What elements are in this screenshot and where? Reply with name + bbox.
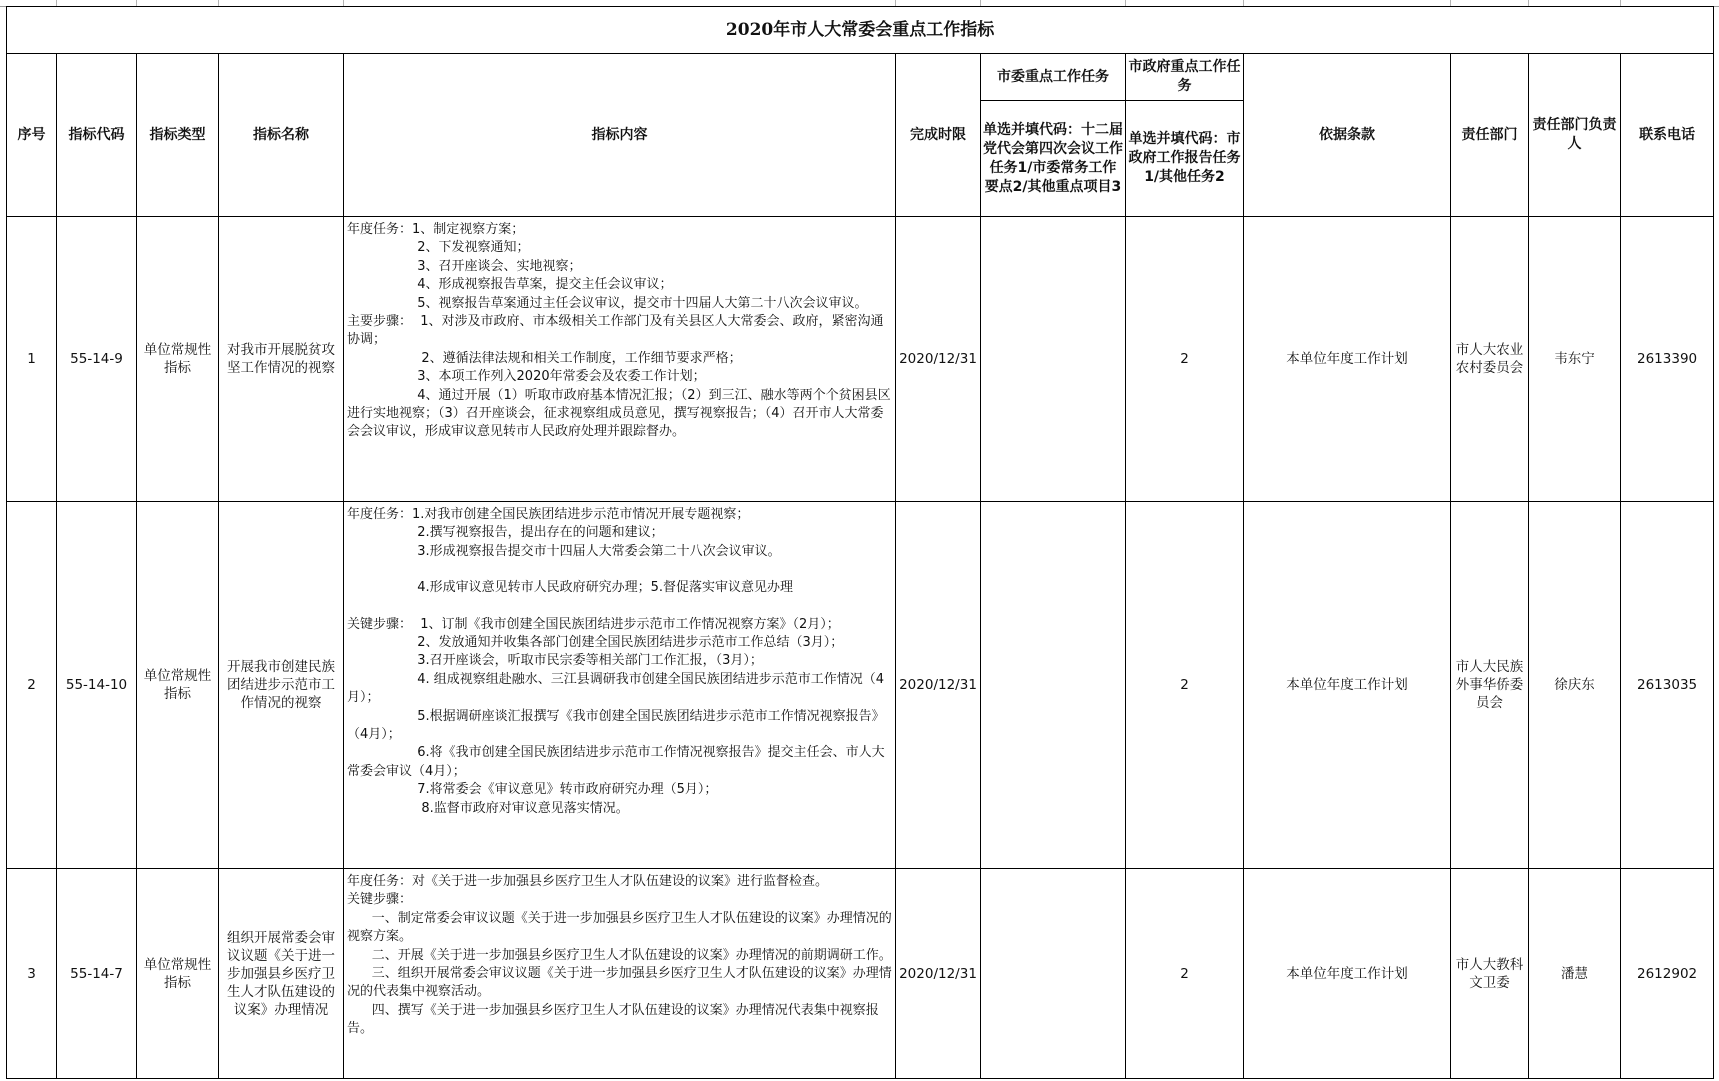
content-line: 6.将《我市创建全国民族团结进步示范市工作情况视察报告》提交主任会、市人大常委会审议（4月）； xyxy=(347,745,885,779)
cell-basis[interactable]: 本单位年度工作计划 xyxy=(1244,502,1451,869)
content-line: 主要步骤： 1、对涉及市政府、市本级相关工作部门及有关县区人大常委会、政府，紧密沟通协调； xyxy=(347,314,884,348)
header-content: 指标内容 xyxy=(344,54,896,217)
header-deadline: 完成时限 xyxy=(896,54,981,217)
header-phone: 联系电话 xyxy=(1621,54,1714,217)
header-party-code-hint: 单选并填代码：十二届党代会第四次会议工作任务1/市委常务工作要点2/其他重点项目3 xyxy=(981,101,1126,217)
cell-deadline[interactable]: 2020/12/31 xyxy=(896,217,981,502)
cell-type[interactable]: 单位常规性指标 xyxy=(137,217,219,502)
header-gov-code-hint: 单选并填代码：市政府工作报告任务1/其他任务2 xyxy=(1126,101,1244,217)
cell-phone[interactable]: 2613390 xyxy=(1621,217,1714,502)
cell-code[interactable]: 55-14-10 xyxy=(57,502,137,869)
content-line: 4. 组成视察组赴融水、三江县调研我市创建全国民族团结进步示范市工作情况（4月）； xyxy=(347,671,885,706)
cell-party-code[interactable] xyxy=(981,217,1126,502)
cell-type[interactable]: 单位常规性指标 xyxy=(137,869,219,1079)
content-line: 8.监督市政府对审议意见落实情况。 xyxy=(347,800,629,816)
cell-leader[interactable]: 韦东宁 xyxy=(1529,217,1621,502)
cell-basis[interactable]: 本单位年度工作计划 xyxy=(1244,217,1451,502)
cell-seq[interactable]: 3 xyxy=(7,869,57,1079)
cell-gov-code[interactable]: 2 xyxy=(1126,217,1244,502)
cell-type[interactable]: 单位常规性指标 xyxy=(137,502,219,869)
cell-name[interactable]: 开展我市创建民族团结进步示范市工作情况的视察 xyxy=(219,502,344,869)
content-line: 5.根据调研座谈汇报撰写《我市创建全国民族团结进步示范市工作情况视察报告》（4月）； xyxy=(347,708,885,743)
cell-seq[interactable]: 2 xyxy=(7,502,57,869)
content-line: 四、撰写《关于进一步加强县乡医疗卫生人才队伍建设的议案》办理情况代表集中视察报告。 xyxy=(347,1002,879,1037)
content-line: 三、组织开展常委会审议议题《关于进一步加强县乡医疗卫生人才队伍建设的议案》办理情况的代表集中视察活动。 xyxy=(347,966,892,1000)
cell-content[interactable] xyxy=(344,869,896,1079)
cell-name[interactable]: 对我市开展脱贫攻坚工作情况的视察 xyxy=(219,217,344,502)
cell-gov-code[interactable]: 2 xyxy=(1126,869,1244,1079)
table-title: 2020年市人大常委会重点工作指标 xyxy=(7,7,1714,54)
content-line: 3、本项工作列入2020年常委会及农委工作计划； xyxy=(347,369,706,385)
cell-deadline[interactable]: 2020/12/31 xyxy=(896,502,981,869)
cell-phone[interactable]: 2612902 xyxy=(1621,869,1714,1079)
content-line: 2、遵循法律法规和相关工作制度，工作细节要求严格； xyxy=(347,350,742,366)
content-line: 关键步骤： xyxy=(347,892,413,908)
cell-seq[interactable]: 1 xyxy=(7,217,57,502)
cell-dept[interactable]: 市人大民族外事华侨委员会 xyxy=(1451,502,1529,869)
content-line: 4.形成审议意见转市人民政府研究办理；5.督促落实审议意见办理 xyxy=(347,580,794,596)
header-basis: 依据条款 xyxy=(1244,54,1451,217)
content-line: 5、视察报告草案通过主任会议审议，提交市十四届人大第二十八次会议审议。 xyxy=(347,295,868,311)
content-line: 年度任务：1、制定视察方案； xyxy=(347,222,525,237)
cell-code[interactable]: 55-14-7 xyxy=(57,869,137,1079)
header-dept: 责任部门 xyxy=(1451,54,1529,217)
cell-deadline[interactable]: 2020/12/31 xyxy=(896,869,981,1079)
header-name: 指标名称 xyxy=(219,54,344,217)
cell-phone[interactable]: 2613035 xyxy=(1621,502,1714,869)
cell-leader[interactable]: 徐庆东 xyxy=(1529,502,1621,869)
content-line: 一、制定常委会审议议题《关于进一步加强县乡医疗卫生人才队伍建设的议案》办理情况的视察方案。 xyxy=(347,910,892,945)
content-line: 4、通过开展（1）听取市政府基本情况汇报；（2）到三江、融水等两个个贫困县区进行实地视察；（3）召开座谈会，征求视察组成员意见，撰写视察报告；（4）召开市人大常委会会议审议，形成审议意见转市人民政府处理并跟踪督办。 xyxy=(347,387,891,440)
content-line xyxy=(347,561,892,579)
cell-content[interactable] xyxy=(344,217,896,502)
content-line: 关键步骤： 1、订制《我市创建全国民族团结进步示范市工作情况视察方案》（2月）； xyxy=(347,616,840,632)
cell-gov-code[interactable]: 2 xyxy=(1126,502,1244,869)
content-line: 2.撰写视察报告，提出存在的问题和建议； xyxy=(347,525,664,541)
cell-name[interactable]: 组织开展常委会审议议题《关于进一步加强县乡医疗卫生人才队伍建设的议案》办理情况 xyxy=(219,869,344,1079)
cell-content[interactable] xyxy=(344,502,896,869)
indicator-table xyxy=(6,6,1714,1079)
header-gov-task: 市政府重点工作任务 xyxy=(1126,54,1244,101)
content-line: 年度任务：对《关于进一步加强县乡医疗卫生人才队伍建设的议案》进行监督检查。 xyxy=(347,874,829,889)
table-row xyxy=(7,502,1714,869)
content-line: 3.形成视察报告提交市十四届人大常委会第二十八次会议审议。 xyxy=(347,543,781,559)
cell-party-code[interactable] xyxy=(981,869,1126,1079)
cell-basis[interactable]: 本单位年度工作计划 xyxy=(1244,869,1451,1079)
content-line: 7.将常委会《审议意见》转市政府研究办理（5月）； xyxy=(347,782,718,798)
content-line: 2、发放通知并收集各部门创建全国民族团结进步示范市工作总结（3月）； xyxy=(347,635,844,651)
content-line: 2、下发视察通知； xyxy=(347,240,530,256)
table-row xyxy=(7,217,1714,502)
content-line xyxy=(347,598,892,616)
content-line: 3.召开座谈会，听取市民宗委等相关部门工作汇报，（3月）； xyxy=(347,653,763,669)
cell-code[interactable]: 55-14-9 xyxy=(57,217,137,502)
header-type: 指标类型 xyxy=(137,54,219,217)
cell-party-code[interactable] xyxy=(981,502,1126,869)
content-line: 4、形成视察报告草案，提交主任会议审议； xyxy=(347,277,673,293)
content-line: 年度任务：1.对我市创建全国民族团结进步示范市情况开展专题视察； xyxy=(347,507,750,522)
cell-dept[interactable]: 市人大教科文卫委 xyxy=(1451,869,1529,1079)
cell-leader[interactable]: 潘慧 xyxy=(1529,869,1621,1079)
content-line: 二、开展《关于进一步加强县乡医疗卫生人才队伍建设的议案》办理情况的前期调研工作。 xyxy=(347,947,892,963)
header-code: 指标代码 xyxy=(57,54,137,217)
table-row xyxy=(7,869,1714,1079)
header-leader: 责任部门负责人 xyxy=(1529,54,1621,217)
header-party-task: 市委重点工作任务 xyxy=(981,54,1126,101)
cell-dept[interactable]: 市人大农业农村委员会 xyxy=(1451,217,1529,502)
content-line: 3、召开座谈会、实地视察； xyxy=(347,258,582,274)
header-seq: 序号 xyxy=(7,54,57,217)
